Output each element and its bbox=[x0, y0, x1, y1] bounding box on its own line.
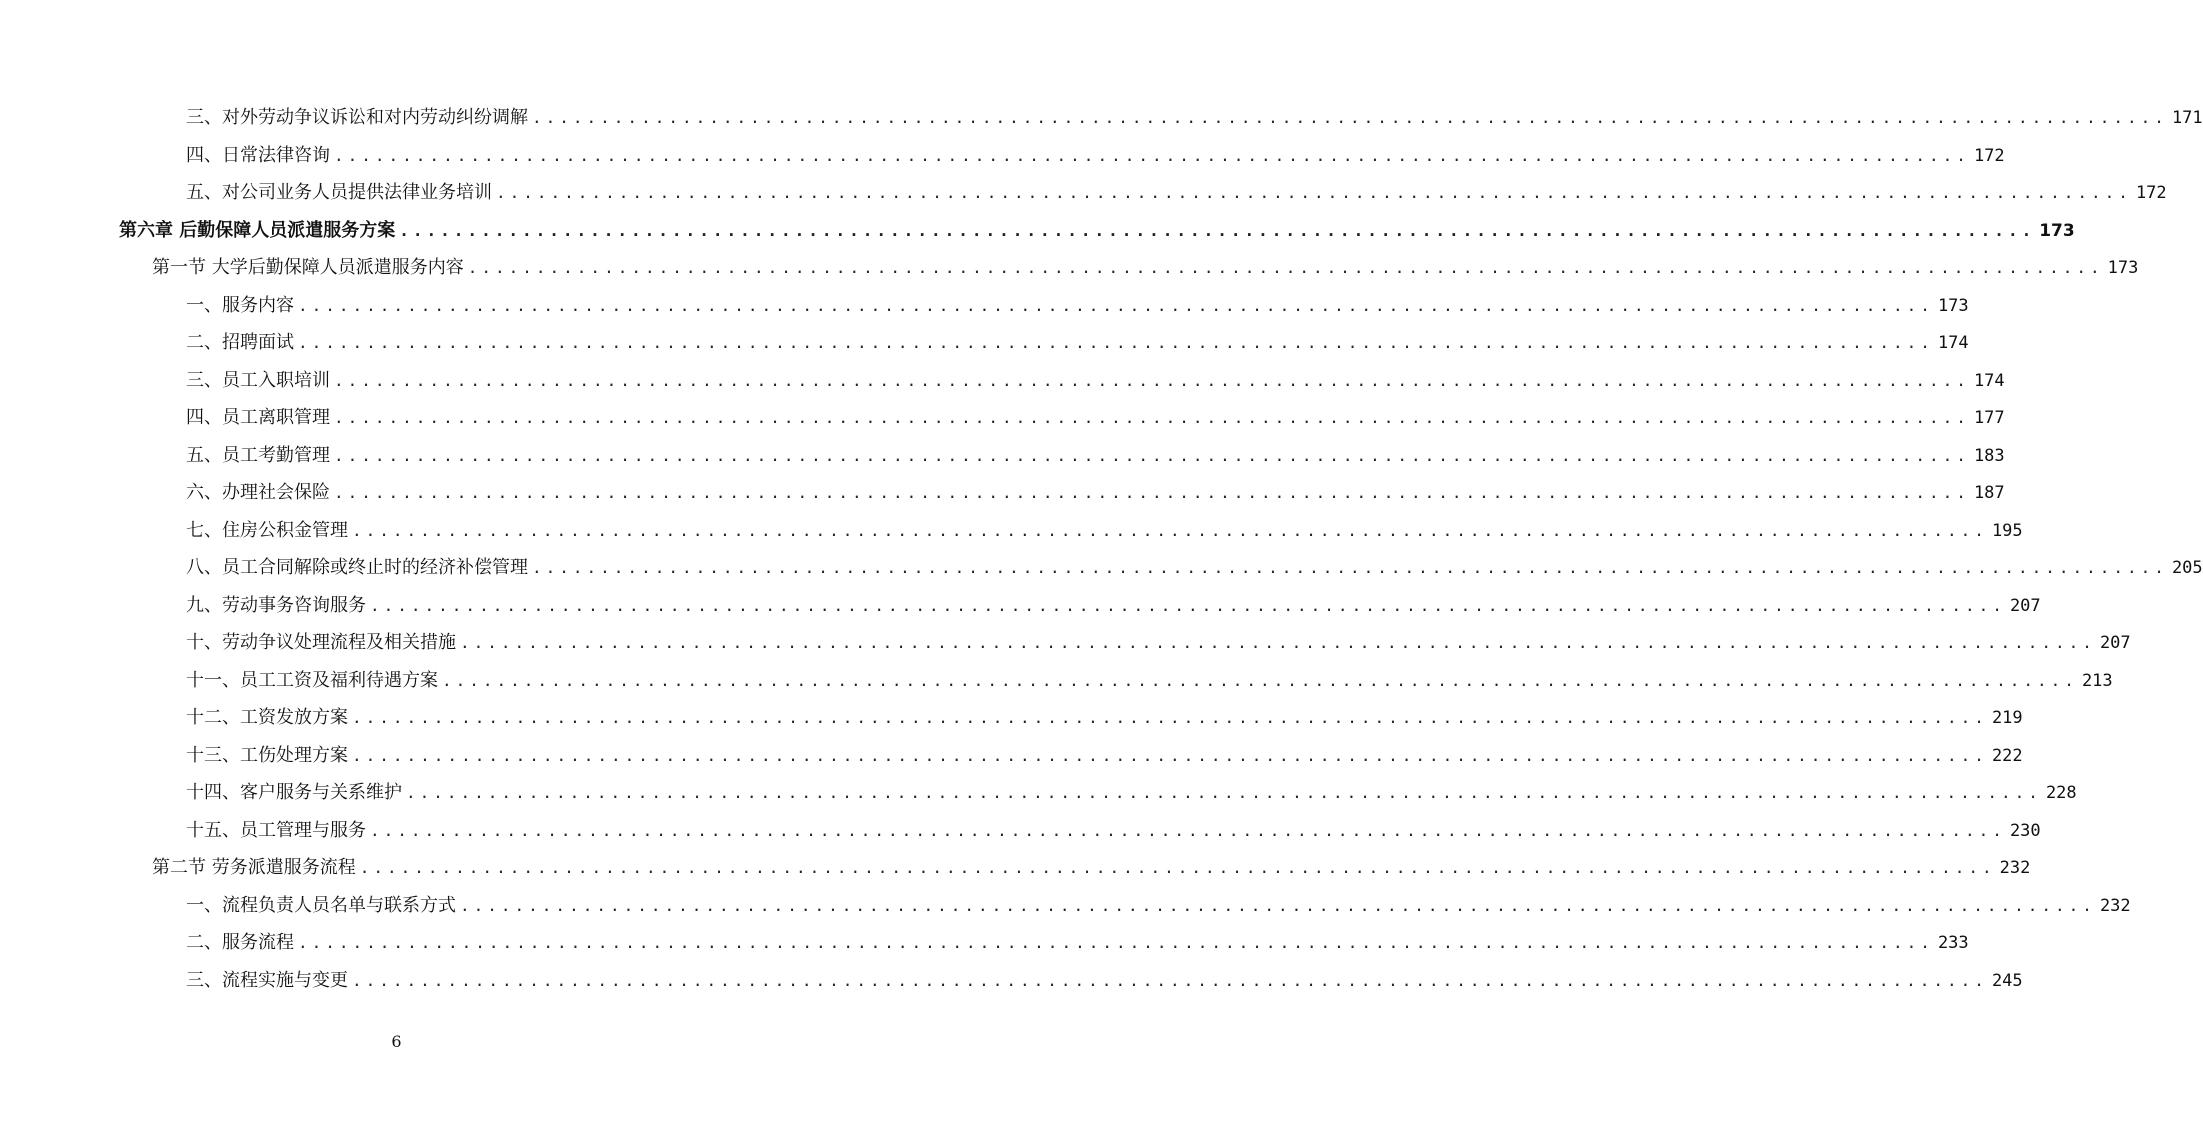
toc-entry-item[interactable] bbox=[186, 175, 2167, 211]
toc-entry-title: 四、员工离职管理 bbox=[186, 407, 330, 428]
toc-dot-leader: ........................................................................................................................ bbox=[334, 483, 1970, 502]
toc-dot-leader: ........................................................................................................................ bbox=[352, 520, 1988, 540]
toc-entry-page: 219 bbox=[1991, 708, 2023, 728]
toc-entry-item[interactable] bbox=[186, 138, 2005, 174]
toc-entry-page: 172 bbox=[2135, 183, 2167, 203]
toc-entry-page: 213 bbox=[2081, 670, 2113, 691]
toc-entry-item[interactable] bbox=[186, 625, 2131, 661]
toc-dot-leader: ........................................................................................................................ bbox=[399, 220, 2036, 240]
toc-entry-item[interactable] bbox=[186, 588, 2041, 624]
toc-entry-title: 八、员工合同解除或终止时的经济补偿管理 bbox=[186, 557, 528, 578]
toc-entry-page: 230 bbox=[2009, 820, 2041, 841]
toc-entry-page: 174 bbox=[1973, 370, 2005, 391]
toc-entry-item[interactable] bbox=[186, 663, 2113, 699]
toc-entry-item[interactable] bbox=[186, 925, 1969, 961]
toc-dot-leader: ........................................................................................................................ bbox=[352, 708, 1988, 727]
toc-entry-page: 187 bbox=[1973, 483, 2005, 503]
toc-entry-page: 195 bbox=[1991, 520, 2023, 541]
toc-entry-item[interactable] bbox=[186, 700, 2023, 736]
toc-dot-leader: ........................................................................................................................ bbox=[359, 858, 1996, 877]
toc-entry-item[interactable] bbox=[186, 400, 2005, 436]
toc-dot-leader: ........................................................................................................................ bbox=[334, 145, 1970, 165]
toc-dot-leader: ........................................................................................................................ bbox=[406, 783, 2042, 802]
toc-dot-leader: ........................................................................................................................ bbox=[298, 933, 1934, 952]
toc-dot-leader: ........................................................................................................................ bbox=[460, 895, 2096, 915]
toc-entry-section[interactable] bbox=[152, 850, 2031, 886]
toc-entry-title: 十四、客户服务与关系维护 bbox=[186, 782, 402, 803]
toc-entry-page: 232 bbox=[1999, 858, 2031, 878]
toc-entry-title: 一、服务内容 bbox=[186, 294, 294, 316]
toc-dot-leader: ........................................................................................................................ bbox=[334, 445, 1970, 465]
toc-entry-page: 183 bbox=[1973, 445, 2005, 466]
toc-entry-title: 二、服务流程 bbox=[186, 932, 294, 953]
toc-dot-leader: ........................................................................................................................ bbox=[460, 633, 2096, 652]
toc-entry-title: 六、办理社会保险 bbox=[186, 482, 330, 503]
toc-entry-item[interactable] bbox=[186, 325, 1969, 361]
toc-entry-title: 第二节 劳务派遣服务流程 bbox=[152, 857, 356, 878]
toc-entry-item[interactable] bbox=[186, 738, 2023, 774]
toc-dot-leader: ........................................................................................................................ bbox=[352, 970, 1988, 990]
toc-dot-leader: ........................................................................................................................ bbox=[370, 595, 2006, 615]
toc-dot-leader: ........................................................................................................................ bbox=[352, 745, 1988, 765]
toc-entry-title: 九、劳动事务咨询服务 bbox=[186, 594, 366, 616]
toc-entry-item[interactable] bbox=[186, 288, 1969, 324]
toc-dot-leader: ........................................................................................................................ bbox=[298, 333, 1934, 352]
toc-dot-leader: ........................................................................................................................ bbox=[496, 183, 2132, 202]
toc-entry-title: 十三、工伤处理方案 bbox=[186, 744, 348, 766]
toc-entry-title: 三、流程实施与变更 bbox=[186, 969, 348, 991]
toc-entry-item[interactable] bbox=[186, 550, 2203, 586]
toc-dot-leader: ........................................................................................................................ bbox=[467, 258, 2104, 277]
toc-entry-item[interactable] bbox=[186, 963, 2023, 999]
toc-entry-page: 207 bbox=[2009, 595, 2041, 616]
toc-dot-leader: ........................................................................................................................ bbox=[532, 108, 2168, 127]
toc-dot-leader: ........................................................................................................................ bbox=[334, 370, 1970, 390]
toc-entry-title: 第六章 后勤保障人员派遣服务方案 bbox=[119, 219, 396, 241]
toc-entry-item[interactable] bbox=[186, 775, 2077, 811]
toc-entry-page: 173 bbox=[2107, 258, 2139, 278]
toc-entry-page: 222 bbox=[1991, 745, 2023, 766]
toc-entry-title: 五、对公司业务人员提供法律业务培训 bbox=[186, 182, 492, 203]
toc-entry-page: 172 bbox=[1973, 145, 2005, 166]
toc-entry-page: 228 bbox=[2045, 783, 2077, 803]
toc-entry-title: 第一节 大学后勤保障人员派遣服务内容 bbox=[152, 257, 464, 278]
toc-entry-item[interactable] bbox=[186, 888, 2131, 924]
toc-entry-page: 174 bbox=[1937, 333, 1969, 353]
toc-entry-title: 七、住房公积金管理 bbox=[186, 519, 348, 541]
toc-entry-item[interactable] bbox=[186, 513, 2023, 549]
toc-entry-title: 十二、工资发放方案 bbox=[186, 707, 348, 728]
page-number: 6 bbox=[391, 1032, 402, 1051]
toc-entry-page: 173 bbox=[1937, 295, 1969, 316]
toc-dot-leader: ........................................................................................................................ bbox=[370, 820, 2006, 840]
toc-dot-leader: ........................................................................................................................ bbox=[298, 295, 1934, 315]
toc-entry-title: 四、日常法律咨询 bbox=[186, 144, 330, 166]
toc-entry-page: 177 bbox=[1973, 408, 2005, 428]
toc-entry-page: 232 bbox=[2099, 895, 2131, 916]
toc-entry-page: 207 bbox=[2099, 633, 2131, 653]
toc-entry-title: 三、对外劳动争议诉讼和对内劳动纠纷调解 bbox=[186, 107, 528, 128]
toc-dot-leader: ........................................................................................................................ bbox=[532, 558, 2168, 577]
toc-entry-page: 245 bbox=[1991, 970, 2023, 991]
toc-entry-title: 二、招聘面试 bbox=[186, 332, 294, 353]
toc-entry-title: 十一、员工工资及福利待遇方案 bbox=[186, 669, 438, 691]
toc-entry-item[interactable] bbox=[186, 100, 2203, 136]
toc-entry-item[interactable] bbox=[186, 363, 2005, 399]
toc-dot-leader: ........................................................................................................................ bbox=[334, 408, 1970, 427]
toc-dot-leader: ........................................................................................................................ bbox=[442, 670, 2078, 690]
toc-entry-item[interactable] bbox=[186, 438, 2005, 474]
toc-entry-title: 三、员工入职培训 bbox=[186, 369, 330, 391]
toc-entry-item[interactable] bbox=[186, 475, 2005, 511]
toc-entry-title: 十五、员工管理与服务 bbox=[186, 819, 366, 841]
toc-entry-item[interactable] bbox=[186, 813, 2041, 849]
toc-entry-page: 233 bbox=[1937, 933, 1969, 953]
toc-entry-title: 五、员工考勤管理 bbox=[186, 444, 330, 466]
toc-entry-page: 205 bbox=[2171, 558, 2203, 578]
toc-entry-chapter[interactable] bbox=[119, 213, 2075, 249]
toc-entry-section[interactable] bbox=[152, 250, 2139, 286]
toc-entry-page: 173 bbox=[2039, 220, 2075, 241]
toc-entry-page: 171 bbox=[2171, 108, 2203, 128]
toc-entry-title: 十、劳动争议处理流程及相关措施 bbox=[186, 632, 456, 653]
toc-entry-title: 一、流程负责人员名单与联系方式 bbox=[186, 894, 456, 916]
